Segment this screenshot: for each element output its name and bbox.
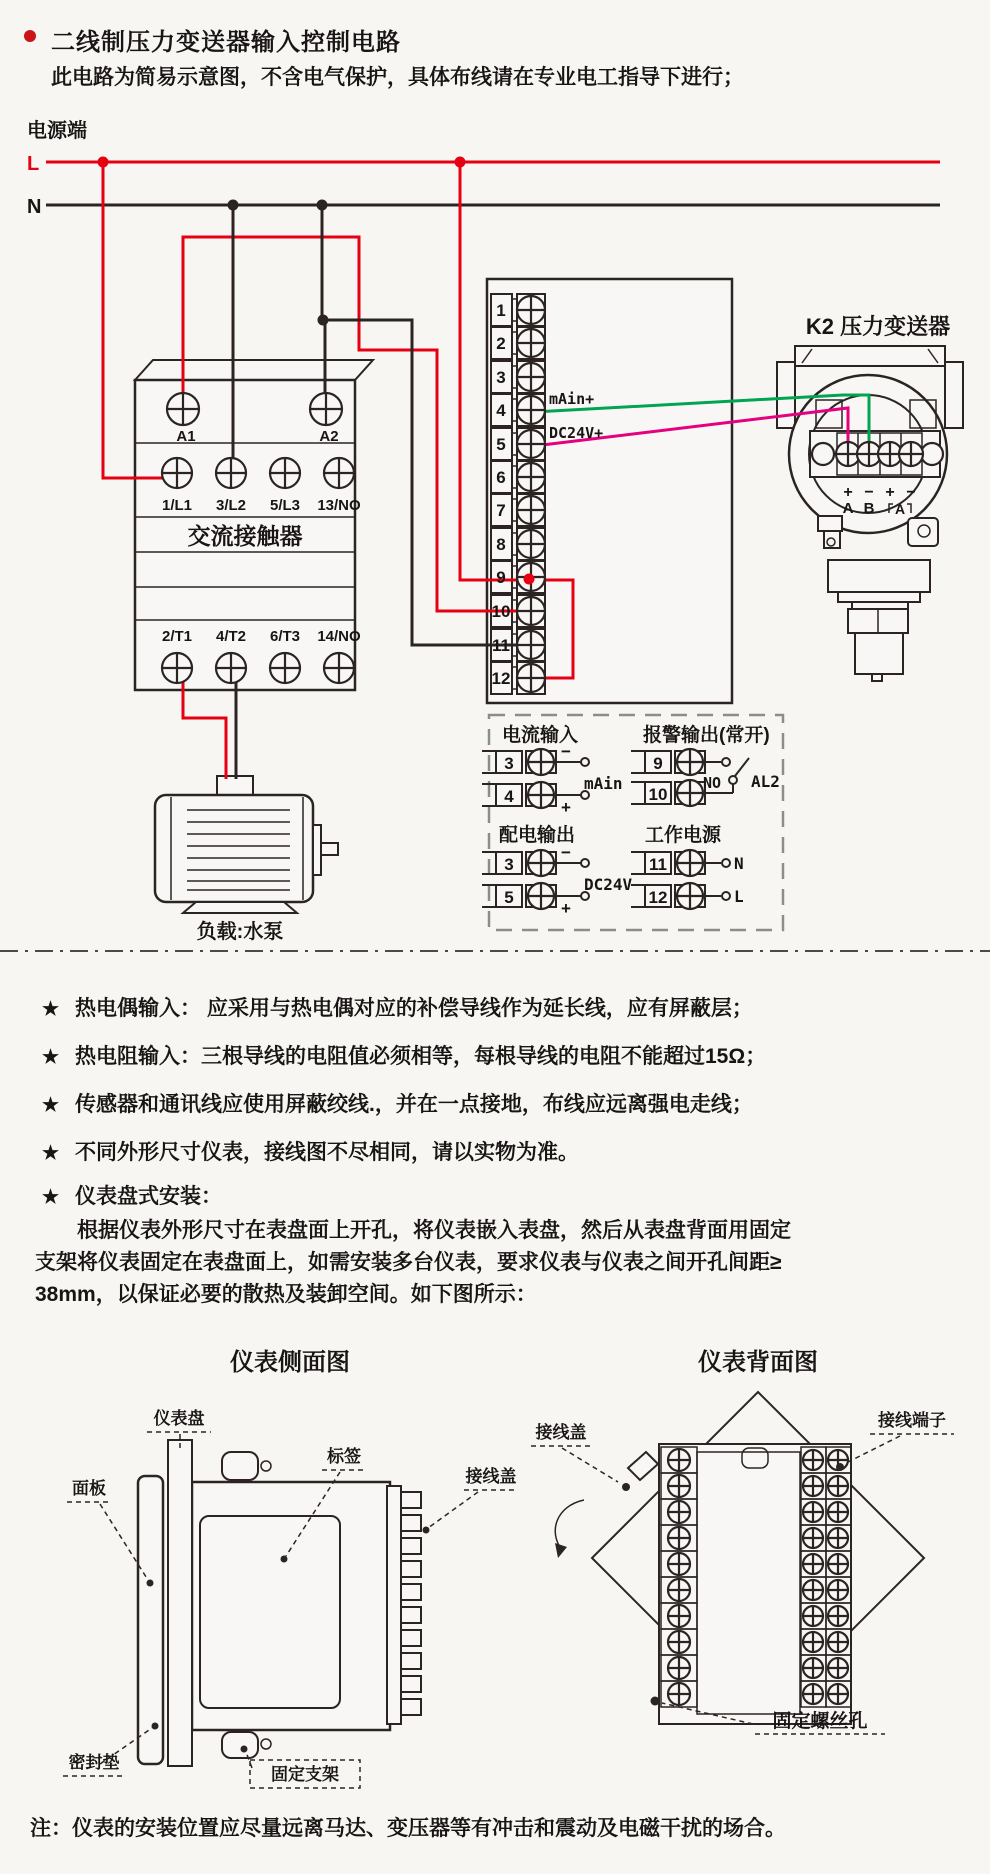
transmitter-sign: − <box>906 484 916 501</box>
screw-icon <box>528 850 554 876</box>
contactor-4t2-label: 4/T2 <box>215 628 247 645</box>
note-dimensions: ★ 不同外形尺寸仪表，接线图不尽相同，请以实物为准。 <box>42 1141 579 1164</box>
work-power-n-label: N <box>734 854 744 873</box>
screw-icon <box>528 749 554 775</box>
current-input-title: 电流输入 <box>502 725 579 746</box>
transmitter-bracket-letter: A <box>894 501 906 517</box>
main-label: mAin <box>584 774 623 793</box>
screw-icon <box>517 664 545 692</box>
screw-icon <box>677 850 703 876</box>
star-icon: ★ <box>42 999 60 1020</box>
power-terminal-label: 电源端 <box>27 120 87 142</box>
work-power-l-label: L <box>734 887 744 906</box>
detail-terminal-number: 3 <box>504 855 514 874</box>
star-icon: ★ <box>42 1095 60 1116</box>
screw-hole-label: 固定螺丝孔 <box>772 1711 868 1732</box>
note-shielding: ★ 传感器和通讯线应使用屏蔽绞线.，并在一点接地，布线应远离强电走线； <box>42 1093 753 1116</box>
screw-icon <box>517 363 545 391</box>
front-panel-label: 面板 <box>72 1479 106 1498</box>
panel-board-wall <box>168 1440 192 1766</box>
screw-icon <box>216 653 246 683</box>
transmitter-letter-a: A <box>842 500 854 517</box>
screw-icon <box>162 653 192 683</box>
transmitter-letter-b: B <box>863 500 875 517</box>
screw-icon <box>167 393 199 425</box>
contactor-5l3-label: 5/L3 <box>269 497 301 514</box>
screw-icon <box>216 458 246 488</box>
dist-output-title: 配电输出 <box>499 825 576 846</box>
main-plus-label: mAin+ <box>549 390 595 408</box>
seal-gasket-label: 密封垫 <box>68 1753 120 1772</box>
screw-icon <box>677 749 703 775</box>
load-label: 负载:水泵 <box>196 921 284 943</box>
screw-icon <box>324 653 354 683</box>
minus-sign: − <box>561 742 571 761</box>
transmitter-sign: + <box>885 484 895 501</box>
back-terminal-cover-label: 接线盖 <box>535 1423 587 1442</box>
detail-terminal-number: 5 <box>504 888 514 907</box>
side-view <box>63 1408 518 1788</box>
screw-icon <box>270 458 300 488</box>
screw-icon <box>517 530 545 558</box>
contactor-name: 交流接触器 <box>187 523 303 549</box>
tag-label: 标签 <box>327 1447 361 1466</box>
contactor-14no-label: 14/NO <box>317 628 361 645</box>
screw-icon <box>517 463 545 491</box>
screw-icon <box>528 883 554 909</box>
terminal-number: 6 <box>496 468 506 487</box>
alarm-output-title: 报警输出(常开) <box>643 725 770 746</box>
terminal-number: 11 <box>492 636 510 655</box>
right-terminal-columns <box>801 1447 851 1707</box>
install-paragraph-line2: 支架将仪表固定在表盘面上，如需安装多台仪表，要求仪表与仪表之间开孔间距≥ <box>35 1251 782 1274</box>
screw-icon <box>812 443 834 465</box>
top-bracket-clamp <box>222 1452 258 1480</box>
rotate-arrow <box>555 1500 584 1550</box>
line-L-label: L <box>27 153 40 175</box>
screw-icon <box>677 780 703 806</box>
screw-icon <box>324 458 354 488</box>
plus-sign: + <box>561 899 571 918</box>
terminal-cover-ridges <box>401 1492 421 1715</box>
terminal-number: 4 <box>496 401 506 420</box>
plus-sign: + <box>561 798 571 817</box>
note-thermocouple: ★ 热电偶输入： 应采用与热电偶对应的补偿导线作为延长线，应有屏蔽层； <box>42 997 753 1020</box>
page-subtitle: 此电路为简易示意图，不含电气保护，具体布线请在专业电工指导下进行； <box>51 66 744 89</box>
wiring-circuit-diagram <box>0 95 990 955</box>
bracket-label: 固定支架 <box>271 1765 339 1784</box>
terminal-number: 12 <box>491 669 511 688</box>
dc24v-plus-label: DC24V+ <box>549 424 604 442</box>
transmitter-sign: − <box>864 484 874 501</box>
screw-icon <box>517 329 545 357</box>
contactor-1l1-label: 1/L1 <box>161 497 193 514</box>
screw-icon <box>921 443 943 465</box>
terminal-number: 8 <box>496 535 506 554</box>
detail-terminal-number: 4 <box>504 787 514 806</box>
side-view-title: 仪表侧面图 <box>230 1350 350 1376</box>
back-view <box>531 1392 954 1734</box>
screw-icon <box>517 597 545 625</box>
work-power-title: 工作电源 <box>645 825 722 846</box>
transmitter-title: K2 压力变送器 <box>805 314 951 339</box>
transmitter-sign: + <box>843 484 853 501</box>
small-cover-piece <box>628 1452 658 1480</box>
terminal-number: 7 <box>496 501 506 520</box>
rotate-arrow-head <box>555 1543 567 1558</box>
alarm-switch-blade <box>735 758 749 776</box>
detail-terminal-number: 12 <box>648 888 668 907</box>
screw-icon <box>677 883 703 909</box>
installation-diagrams <box>0 1388 990 1800</box>
star-icon: ★ <box>42 1143 60 1164</box>
line-N-label: N <box>27 196 42 218</box>
contactor-a1-label: A1 <box>176 428 196 445</box>
side-terminal-cover-label: 接线盖 <box>465 1467 517 1486</box>
star-icon: ★ <box>42 1187 60 1208</box>
terminal-number: 3 <box>496 368 506 387</box>
contactor-3l2-label: 3/L2 <box>215 497 247 514</box>
screw-icon <box>517 296 545 324</box>
terminal-number: 5 <box>496 435 506 454</box>
note-panel-mount: ★ 仪表盘式安装： <box>42 1185 222 1208</box>
screw-icon <box>517 496 545 524</box>
detail-terminal-number: 9 <box>653 754 663 773</box>
page-title: 二线制压力变送器输入控制电路 <box>51 29 401 56</box>
terminal-number: 1 <box>496 301 506 320</box>
title-bullet-icon <box>24 30 36 42</box>
screw-icon <box>528 782 554 808</box>
detail-terminal-number: 3 <box>504 754 514 773</box>
contactor-13no-label: 13/NO <box>317 497 361 514</box>
terminal-number: 2 <box>496 334 506 353</box>
back-view-title: 仪表背面图 <box>698 1350 818 1376</box>
minus-sign: − <box>561 843 571 862</box>
pump-motor <box>155 776 338 913</box>
contactor-a2-label: A2 <box>319 428 339 445</box>
terminal-number: 9 <box>496 568 506 587</box>
terminal-block-label: 接线端子 <box>878 1411 946 1430</box>
screw-icon <box>517 631 545 659</box>
install-paragraph-line3: 38mm，以保证必要的散热及装卸空间。如下图所示： <box>35 1283 537 1306</box>
dc24v-label: DC24V <box>584 875 633 894</box>
terminal-cover-bar <box>387 1486 401 1724</box>
screw-icon <box>270 653 300 683</box>
al2-label: AL2 <box>751 772 780 791</box>
contactor-2t1-label: 2/T1 <box>161 628 193 645</box>
contactor-6t3-label: 6/T3 <box>269 628 301 645</box>
detail-terminal-number: 10 <box>648 785 668 804</box>
front-panel-bezel <box>138 1476 163 1764</box>
note-rtd: ★ 热电阻输入：三根导线的电阻值必须相等，每根导线的电阻不能超过15Ω； <box>42 1045 767 1068</box>
star-icon: ★ <box>42 1047 60 1068</box>
screw-icon <box>517 430 545 458</box>
bottom-bracket-clamp <box>222 1732 258 1758</box>
screw-icon <box>310 393 342 425</box>
no-label: NO <box>703 774 722 792</box>
detail-terminal-number: 11 <box>649 855 667 874</box>
screw-icon <box>517 396 545 424</box>
terminal-number: 10 <box>491 602 511 621</box>
screw-icon <box>899 442 923 466</box>
install-paragraph-line1: 根据仪表外形尺寸在表盘面上开孔，将仪表嵌入表盘，然后从表盘背面用固定 <box>77 1219 791 1242</box>
panel-board-label: 仪表盘 <box>153 1409 205 1428</box>
screw-icon <box>162 458 192 488</box>
footer-note: 注：仪表的安装位置应尽量远离马达、变压器等有冲击和震动及电磁干扰的场合。 <box>30 1817 786 1840</box>
